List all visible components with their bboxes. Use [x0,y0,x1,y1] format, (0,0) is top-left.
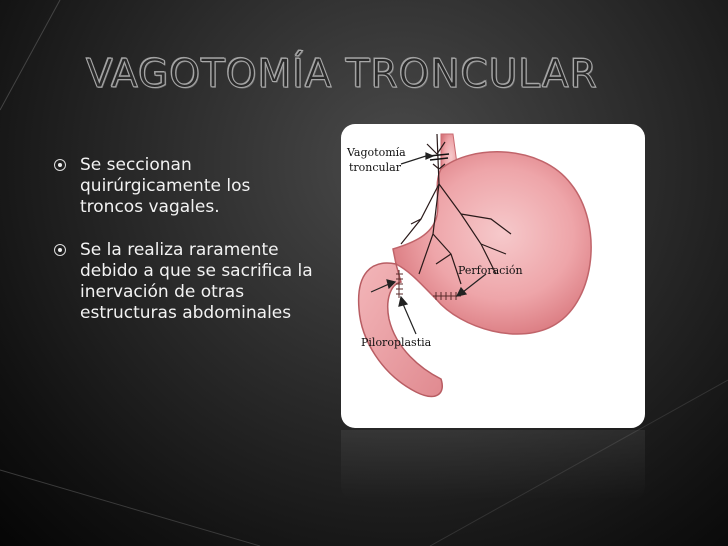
pyloroplasty-sutures [396,270,403,298]
bullet-circle-icon [54,159,66,171]
label-piloroplastia: Piloroplastia [361,336,432,349]
stomach-illustration [341,124,645,428]
label-troncular: troncular [349,161,401,174]
slide-title: VAGOTOMÍA TRONCULAR [86,52,598,97]
bullet-circle-icon [54,244,66,256]
stomach-shape [393,152,591,334]
figure-reflection [341,430,645,500]
bullet-list [52,155,317,346]
bullet-text: Se seccionan quirúrgicamente los troncos vagales. [80,155,251,217]
bullet-text: Se la realiza raramente debido a que se sacrifica la inervación de otras estructuras abdominales [80,240,313,323]
label-vagotomia: Vagotomía [347,146,406,159]
label-perforacion: Perforación [458,264,523,277]
bullet-item [52,240,317,324]
bullet-item [52,155,317,218]
